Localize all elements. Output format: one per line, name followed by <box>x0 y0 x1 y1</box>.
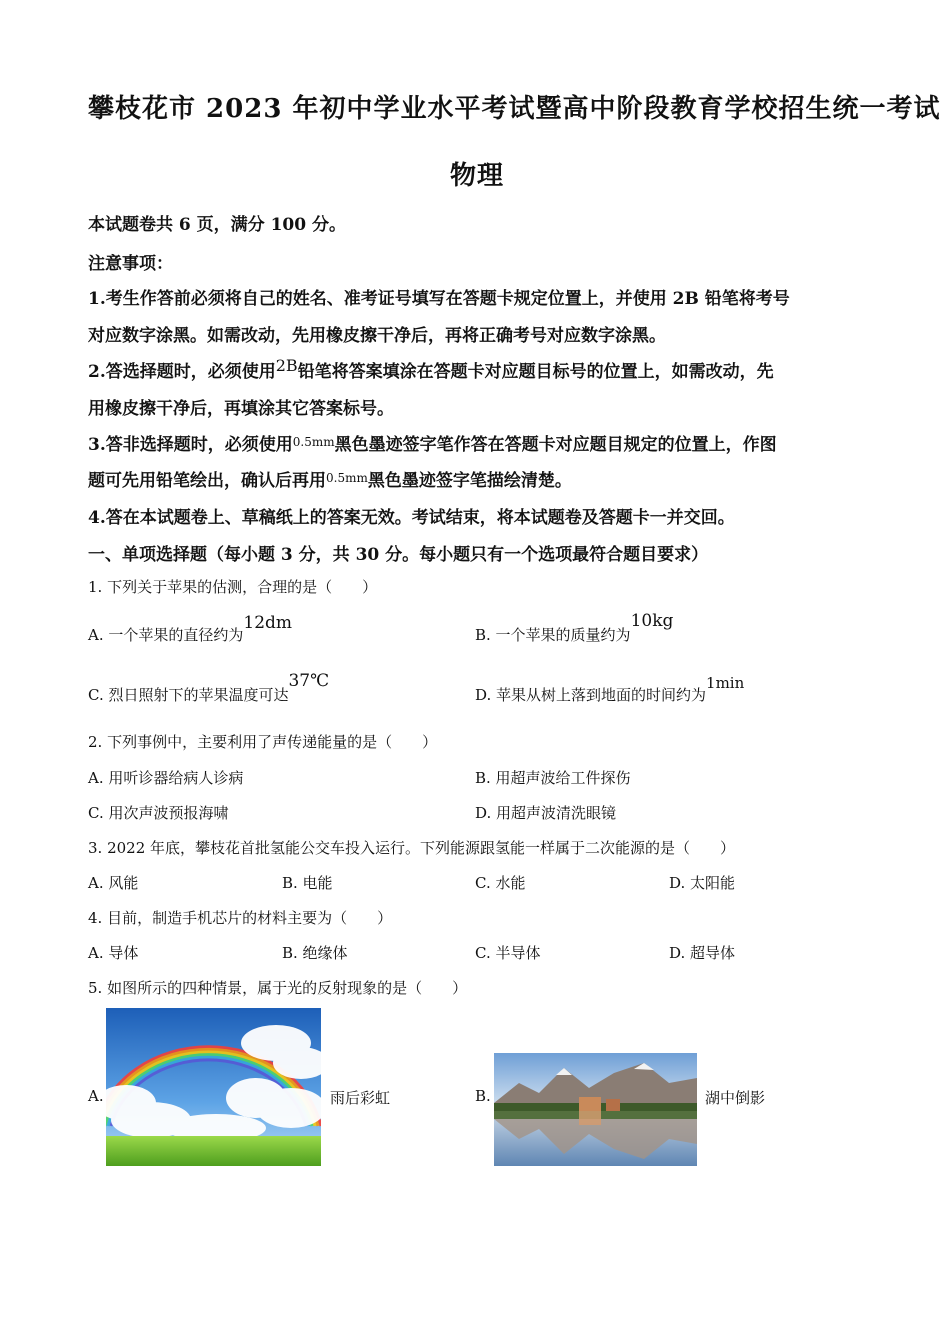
q5-option-a-label: A. <box>88 1087 104 1105</box>
notice-2-line-2: 用橡皮擦干净后，再填涂其它答案标号。 <box>88 399 394 419</box>
notice-3b-post: 黑色墨迹签字笔描绘清楚。 <box>367 471 572 491</box>
notice-2-pencil: 2B <box>275 356 298 375</box>
notice-3-line-1 <box>88 430 777 455</box>
q1-stem: 1. 下列关于苹果的估测，合理的是（ ） <box>88 578 378 596</box>
q1-a-text: A. 一个苹果的直径约为 <box>88 626 244 644</box>
q1-option-a <box>88 613 293 645</box>
subject-title: 物理 <box>450 161 505 191</box>
notice-1-line-1: 1.考生作答前必须将自己的姓名、准考证号填写在答题卡规定位置上，并使用 2B 铅笔将考号 <box>88 289 790 309</box>
q2-option-d: D. 用超声波清洗眼镜 <box>475 804 617 822</box>
q3-stem: 3. 2022 年底，攀枝花首批氢能公交车投入运行。下列能源跟氢能一样属于二次能源的是（ ） <box>88 839 736 857</box>
notice-3b-pen-size: 0.5mm <box>326 471 368 485</box>
notice-3-post: 黑色墨迹签字笔作答在答题卡对应题目规定的位置上，作图 <box>334 435 777 455</box>
q1-option-d <box>475 674 745 705</box>
q4-option-c: C. 半导体 <box>475 944 541 962</box>
q4-option-a: A. 导体 <box>88 944 139 962</box>
notice-heading: 注意事项： <box>88 254 173 274</box>
notice-1-line-2: 对应数字涂黑。如需改动，先用橡皮擦干净后，再将正确考号对应数字涂黑。 <box>88 326 666 346</box>
q1-d-value: 1min <box>706 674 745 692</box>
q2-option-a: A. 用听诊器给病人诊病 <box>88 769 244 787</box>
q1-c-value: 37℃ <box>288 671 330 691</box>
notice-2-post: 铅笔将答案填涂在答题卡对应题目标号的位置上，如需改动，先 <box>297 362 774 382</box>
q4-option-b: B. 绝缘体 <box>282 944 348 962</box>
notice-3-line-2 <box>88 466 572 491</box>
summary-line: 本试题卷共 6 页，满分 100 分。 <box>88 215 346 235</box>
q1-c-text: C. 烈日照射下的苹果温度可达 <box>88 686 289 704</box>
rainbow-image <box>106 1008 321 1166</box>
q4-stem: 4. 目前，制造手机芯片的材料主要为（ ） <box>88 909 393 927</box>
q2-option-b: B. 用超声波给工件探伤 <box>475 769 631 787</box>
q5-stem: 5. 如图所示的四种情景，属于光的反射现象的是（ ） <box>88 979 468 997</box>
q5-option-b-label: B. <box>475 1087 491 1105</box>
notice-2-line-1 <box>88 357 774 382</box>
q2-stem: 2. 下列事例中，主要利用了声传递能量的是（ ） <box>88 733 438 751</box>
q1-b-text: B. 一个苹果的质量约为 <box>475 626 631 644</box>
section-1-heading: 一、单项选择题（每小题 3 分，共 30 分。每小题只有一个选项最符合题目要求） <box>88 545 709 565</box>
q2-option-c: C. 用次声波预报海啸 <box>88 804 229 822</box>
notice-3-pre: 3.答非选择题时，必须使用 <box>88 435 293 455</box>
lake-reflection-image <box>494 1053 697 1166</box>
q1-d-text: D. 苹果从树上落到地面的时间约为 <box>475 686 707 704</box>
notice-4: 4.答在本试题卷上、草稿纸上的答案无效。考试结束，将本试题卷及答题卡一并交回。 <box>88 508 735 528</box>
q5-option-a-caption: 雨后彩虹 <box>330 1089 391 1107</box>
notice-3-pen-size: 0.5mm <box>292 435 335 449</box>
notice-2-pre: 2.答选择题时，必须使用 <box>88 362 276 382</box>
q1-a-value: 12dm <box>243 613 293 633</box>
q1-option-b <box>475 611 674 645</box>
q3-option-c: C. 水能 <box>475 874 526 892</box>
exam-title: 攀枝花市 2023 年初中学业水平考试暨高中阶段教育学校招生统一考试 <box>88 94 941 124</box>
q3-option-d: D. 太阳能 <box>669 874 736 892</box>
q1-option-c <box>88 671 330 705</box>
q5-option-b-caption: 湖中倒影 <box>705 1089 766 1107</box>
q3-option-a: A. 风能 <box>88 874 139 892</box>
q3-option-b: B. 电能 <box>282 874 333 892</box>
q1-b-value: 10kg <box>630 611 674 631</box>
q4-option-d: D. 超导体 <box>669 944 736 962</box>
notice-3b-pre: 题可先用铅笔绘出，确认后再用 <box>88 471 326 491</box>
